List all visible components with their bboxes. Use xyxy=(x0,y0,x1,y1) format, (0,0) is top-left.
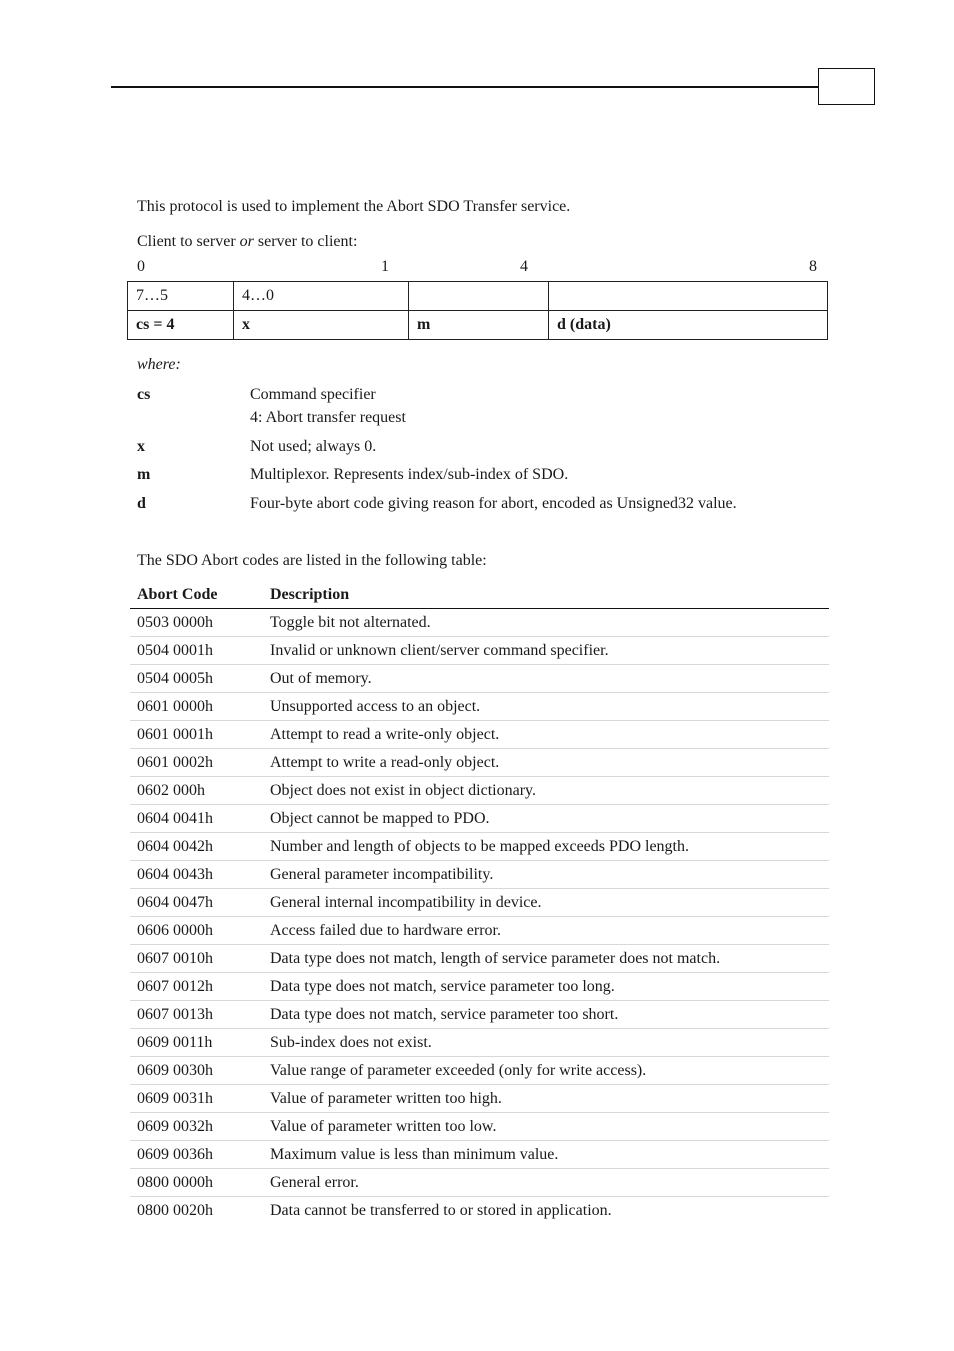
header-description: Description xyxy=(270,586,350,603)
description-cell: General error. xyxy=(270,1174,359,1191)
table-row xyxy=(130,777,829,805)
description-cell: Value range of parameter exceeded (only for write access). xyxy=(270,1062,647,1079)
definition-desc: Multiplexor. Represents index/sub-index of SDO. xyxy=(250,466,569,483)
abort-code-cell: 0800 0020h xyxy=(137,1202,213,1219)
table-header xyxy=(130,586,829,609)
sdo-frame-table xyxy=(127,281,828,340)
abort-code-cell: 0604 0041h xyxy=(137,810,213,827)
abort-code-cell: 0601 0002h xyxy=(137,754,213,771)
definition-term: cs xyxy=(137,386,151,403)
table-row xyxy=(130,945,829,973)
frame-cell: 4…0 xyxy=(234,282,409,311)
abort-code-cell: 0609 0036h xyxy=(137,1146,213,1163)
abort-code-cell: 0602 000h xyxy=(137,782,205,799)
description-cell: General parameter incompatibility. xyxy=(270,866,494,883)
description-cell: Data type does not match, service parameter too long. xyxy=(270,978,615,995)
table-row xyxy=(130,861,829,889)
table-row xyxy=(130,1085,829,1113)
direction-line xyxy=(137,232,357,252)
direction-pre: Client to server xyxy=(137,233,240,250)
frame-cell: m xyxy=(409,311,549,340)
table-row xyxy=(130,917,829,945)
description-cell: Data type does not match, service parameter too short. xyxy=(270,1006,619,1023)
description-cell: Toggle bit not alternated. xyxy=(270,614,431,631)
description-cell: General internal incompatibility in device. xyxy=(270,894,542,911)
table-row xyxy=(130,1001,829,1029)
table-row xyxy=(130,609,829,637)
codes-intro: The SDO Abort codes are listed in the following table: xyxy=(137,552,487,569)
frame-bits-row xyxy=(128,282,828,311)
table-row xyxy=(130,833,829,861)
definition-term: d xyxy=(137,495,146,512)
where-label: where: xyxy=(137,356,181,373)
header-rule xyxy=(111,86,819,88)
definition-desc: Four-byte abort code giving reason for abort, encoded as Unsigned32 value. xyxy=(250,495,737,512)
definition-desc: Not used; always 0. xyxy=(250,438,377,455)
abort-code-cell: 0607 0013h xyxy=(137,1006,213,1023)
definition-desc-line: Command specifier xyxy=(250,386,376,403)
direction-post: server to client: xyxy=(253,233,358,250)
table-row xyxy=(130,1141,829,1169)
description-cell: Sub-index does not exist. xyxy=(270,1034,432,1051)
frame-cell xyxy=(549,282,828,311)
abort-code-cell: 0504 0001h xyxy=(137,642,213,659)
description-cell: Attempt to write a read-only object. xyxy=(270,754,500,771)
abort-code-cell: 0609 0011h xyxy=(137,1034,213,1051)
table-row xyxy=(130,637,829,665)
byte-index-0: 0 xyxy=(137,258,145,275)
page-number-box xyxy=(818,68,875,105)
frame-fields-row xyxy=(128,311,828,340)
table-row xyxy=(130,973,829,1001)
description-cell: Value of parameter written too low. xyxy=(270,1118,497,1135)
table-row xyxy=(130,749,829,777)
table-row xyxy=(130,665,829,693)
abort-code-cell: 0604 0042h xyxy=(137,838,213,855)
description-cell: Value of parameter written too high. xyxy=(270,1090,502,1107)
abort-code-cell: 0606 0000h xyxy=(137,922,213,939)
table-row xyxy=(130,721,829,749)
frame-cell xyxy=(409,282,549,311)
description-cell: Number and length of objects to be mapped exceeds PDO length. xyxy=(270,838,689,855)
definition-desc xyxy=(250,383,810,429)
description-cell: Data type does not match, length of service parameter does not match. xyxy=(270,950,721,967)
definition-desc-line: 4: Abort transfer request xyxy=(250,409,406,426)
abort-code-cell: 0607 0012h xyxy=(137,978,213,995)
definition-term: x xyxy=(137,438,145,455)
frame-cell: cs = 4 xyxy=(128,311,234,340)
abort-code-cell: 0609 0030h xyxy=(137,1062,213,1079)
abort-codes-table xyxy=(130,586,829,1224)
description-cell: Object cannot be mapped to PDO. xyxy=(270,810,490,827)
description-cell: Out of memory. xyxy=(270,670,372,687)
description-cell: Object does not exist in object dictionary. xyxy=(270,782,537,799)
abort-code-cell: 0601 0000h xyxy=(137,698,213,715)
abort-code-cell: 0601 0001h xyxy=(137,726,213,743)
description-cell: Data cannot be transferred to or stored in application. xyxy=(270,1202,612,1219)
frame-cell: 7…5 xyxy=(128,282,234,311)
abort-code-cell: 0800 0000h xyxy=(137,1174,213,1191)
table-row xyxy=(130,693,829,721)
description-cell: Access failed due to hardware error. xyxy=(270,922,501,939)
table-row xyxy=(130,1029,829,1057)
frame-cell: x xyxy=(234,311,409,340)
direction-or: or xyxy=(239,233,254,250)
table-row xyxy=(130,1169,829,1197)
abort-code-cell: 0604 0047h xyxy=(137,894,213,911)
description-cell: Unsupported access to an object. xyxy=(270,698,481,715)
definition-term: m xyxy=(137,466,151,483)
byte-index-8: 8 xyxy=(809,258,817,275)
abort-code-cell: 0609 0031h xyxy=(137,1090,213,1107)
byte-index-4: 4 xyxy=(520,258,528,275)
abort-code-cell: 0607 0010h xyxy=(137,950,213,967)
table-row xyxy=(130,1113,829,1141)
frame-cell: d (data) xyxy=(549,311,828,340)
description-cell: Invalid or unknown client/server command specifier. xyxy=(270,642,609,659)
description-cell: Attempt to read a write-only object. xyxy=(270,726,500,743)
table-row xyxy=(130,889,829,917)
abort-code-cell: 0609 0032h xyxy=(137,1118,213,1135)
description-cell: Maximum value is less than minimum value. xyxy=(270,1146,559,1163)
header-abort-code: Abort Code xyxy=(137,586,218,603)
table-row xyxy=(130,1057,829,1085)
table-row xyxy=(130,1197,829,1224)
intro-paragraph: This protocol is used to implement the Abort SDO Transfer service. xyxy=(137,198,571,215)
abort-code-cell: 0604 0043h xyxy=(137,866,213,883)
abort-code-cell: 0503 0000h xyxy=(137,614,213,631)
byte-index-1: 1 xyxy=(381,258,389,275)
table-row xyxy=(130,805,829,833)
abort-code-cell: 0504 0005h xyxy=(137,670,213,687)
